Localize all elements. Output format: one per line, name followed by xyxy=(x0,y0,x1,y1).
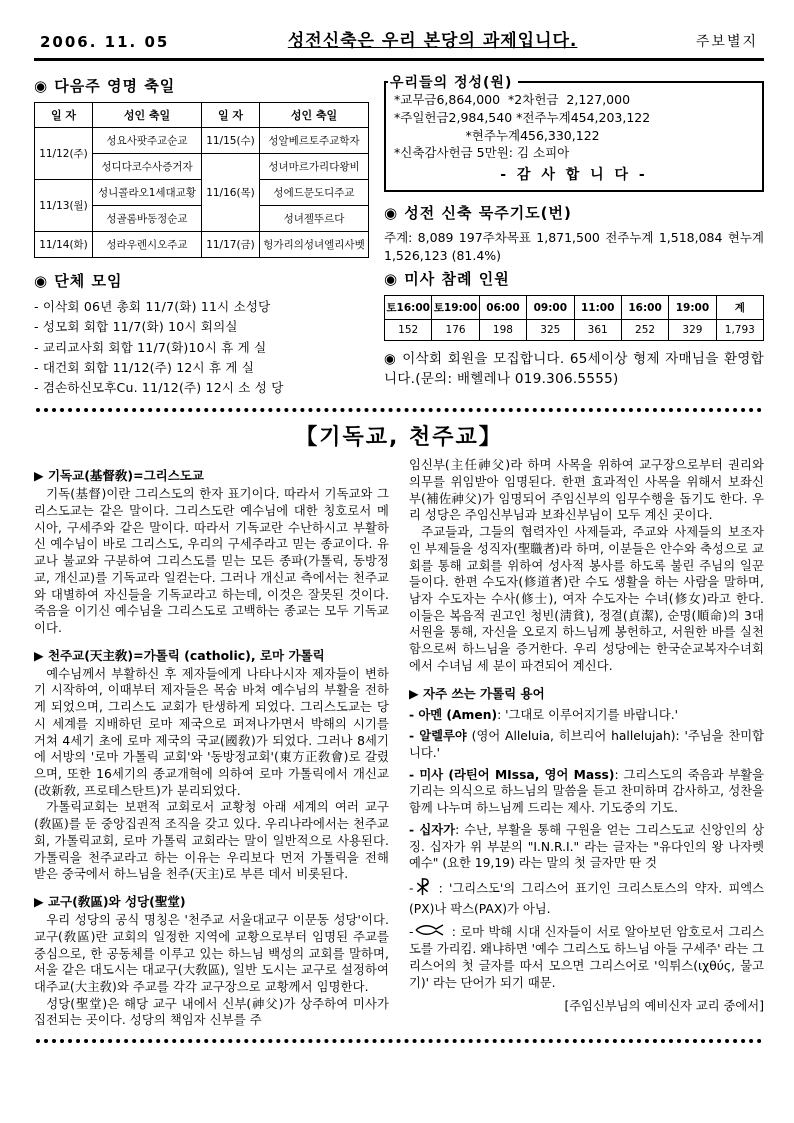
feast-saint-cell: 성요사팟주교순교 xyxy=(93,128,202,154)
term-item xyxy=(409,923,764,992)
mass-col-header: 09:00 xyxy=(527,296,574,320)
terms-heading: ▶ 자주 쓰는 가톨릭 용어 xyxy=(409,685,545,701)
feast-saint-cell: 성녀젤뚜르다 xyxy=(260,206,369,232)
offering-thanks: - 감 사 합 니 다 - xyxy=(500,167,648,183)
article-paragraph: 임신부(主任神父)라 하며 사목을 위하여 교구장으로부터 권리와 의무를 위임받아 임명된다. 한편 효과적인 사목을 위해서 보좌신부(補佐神父)가 임명되어 주임신부의 임무수행을 돕기도 한다. 우리 성당은 주임신부님과 보좌신부님이 모두 계신 곳이다. xyxy=(409,458,764,523)
term-text: : '그리스도'의 그리스어 표기인 크리스토스의 약자. 피엑스(PX)나 팍스(PAX)가 아님. xyxy=(409,881,764,916)
mass-attendance-table xyxy=(384,295,764,341)
term-lead: - 아멘 (Amen) xyxy=(409,707,498,722)
term-item xyxy=(409,877,764,917)
issue-date: 2006. 11. 05 xyxy=(40,33,170,51)
page-title: 성전신축은 우리 본당의 과제입니다. xyxy=(287,31,578,51)
mass-col-header: 19:00 xyxy=(669,296,716,320)
feast-date-cell: 11/16(목) xyxy=(202,154,260,232)
group-meeting-item: - 교리교사회 회합 11/7(화)10시 휴 게 실 xyxy=(34,339,267,355)
mass-count-cell: 176 xyxy=(432,320,479,341)
feast-saint-cell: 성녀마르가리다왕비 xyxy=(260,154,369,180)
article-right-column xyxy=(409,457,764,1029)
feast-saint-cell: 성니콜라오1세대교황 xyxy=(93,180,202,206)
mass-count-cell: 361 xyxy=(574,320,621,341)
term-item xyxy=(409,728,764,761)
mass-col-header: 11:00 xyxy=(574,296,621,320)
dotted-separator-bottom xyxy=(36,1039,762,1043)
mass-header-row xyxy=(385,296,764,320)
group-meeting-item: - 대건회 회합 11/12(주) 12시 휴 게 실 xyxy=(34,359,255,375)
article-paragraph: 기독(基督)이란 그리스도의 한자 표기이다. 따라서 기독교와 그리스도교는 같은 말이다. 그리스도란 예수님에 대한 칭호로서 메시아, 구세주와 같은 말이다. 따라서 기독교란 수난하시고 부활하신 예수님이 바로 그리스도, 우리의 구세주라고 믿는 종교이다. 유교나 불교와 구분하여 그리스도를 믿는 모든 종파(가톨릭, 동방정교, 개신교)를 기독교라 일컫는다. 그러나 개신교 측에서는 천주교와 대별하여 자신들을 기독교라고 하는데, 이것은 잘못된 것이다. 죽음을 이기신 예수님을 그리스도로 고백하는 종교는 모두 기독교이다. xyxy=(34,487,389,635)
mass-count-cell: 152 xyxy=(385,320,432,341)
article-paragraph: 주교들과, 그들의 협력자인 사제들과, 주교와 사제들의 보조자인 부제들을 성직자(聖職者)라 하며, 이분들은 안수와 축성으로 교회를 통해 교회를 위하여 성사적 봉사를 하도록 불린 주님의 일꾼들이다. 한편 수도자(修道者)란 수도 생활을 하는 사람을 말하며, 남자 수도자는 수사(修士), 여자 수도자는 수녀(修女)라고 한다. 이들은 복음적 권고인 청빈(淸貧), 정결(貞潔), 순명(順命)의 3대 서원을 통해, 자신을 오로지 하느님께 봉헌하고, 서원한 바를 실천함으로써 하느님을 증거한다. 우리 성당에는 한국순교복자수녀회에서 수녀님 세 분이 파견되어 계신다. xyxy=(409,525,764,673)
article-paragraph: 예수님께서 부활하신 후 제자들에게 나타나시자 제자들이 변하기 시작하여, 이때부터 제자들은 목숨 바쳐 예수님의 부활을 전하게 되었으며, 그리스도 교회가 탄생하게 되었다. 그리스도교는 당시 세계를 지배하던 로마 제국으로 퍼져나가면서 박해의 시기를 거쳐 4세기 초에 로마 제국의 국교(國敎)가 되었다. 그러나 8세기에 서방의 '로마 가톨릭 교회'와 '동방정교회'(東方正敎會)로 갈렸으며, 또한 16세기의 종교개혁에 의하여 로마 가톨릭에서 개신교(改新敎, 프로테스탄트)가 분리되었다. xyxy=(34,666,389,798)
feast-date-cell: 11/12(주) xyxy=(35,128,93,180)
article-section-heading: ▶ 기독교(基督敎)=그리스도교 xyxy=(34,468,204,484)
feast-col-header: 성인 축일 xyxy=(260,103,369,128)
fish-icon xyxy=(415,923,445,942)
mass-count-cell: 1,793 xyxy=(716,320,763,341)
article-title: 【기독교, 천주교】 xyxy=(295,425,503,451)
feast-day-table xyxy=(34,102,369,258)
offering-line: *주일헌금2,984,540 *전주누계454,203,122 xyxy=(394,109,651,125)
article-paragraph: 성당(聖堂)은 해당 교구 내에서 신부(神父)가 상주하여 미사가 집전되는 곳이다. 성당의 책임자 신부를 주 xyxy=(34,996,389,1028)
offering-line: *교무금6,864,000 *2차헌금 2,127,000 xyxy=(394,92,631,107)
article-left-column xyxy=(34,457,389,1029)
mass-count-cell: 325 xyxy=(527,320,574,341)
article-body xyxy=(34,457,764,1029)
feast-col-header: 일 자 xyxy=(35,103,93,128)
mass-col-header: 토16:00 xyxy=(385,296,432,320)
term-lead: - xyxy=(409,881,414,896)
feast-date-cell: 11/15(수) xyxy=(202,128,260,154)
term-item xyxy=(409,707,764,724)
mass-count-cell: 329 xyxy=(669,320,716,341)
page-header xyxy=(34,16,764,61)
mass-col-header: 계 xyxy=(716,296,763,320)
term-item xyxy=(409,822,764,872)
term-lead: - 미사 (라틴어 MIssa, 영어 Mass) xyxy=(409,767,615,782)
group-meeting-item: - 겸손하신모후Cu. 11/12(주) 12시 소 성 당 xyxy=(34,380,284,395)
dotted-separator-top xyxy=(36,408,762,412)
feast-header-row xyxy=(35,103,369,128)
term-lead: - xyxy=(409,924,414,939)
offering-line: *신축감사헌금 5만원: 김 소피아 xyxy=(394,145,570,161)
group-meeting-item: - 성모회 회합 11/7(화) 10시 회의실 xyxy=(34,319,238,335)
rosary-body: 주계: 8,089 197주차목표 1,871,500 전주누계 1,518,084 현누계 1,526,123 (81.4%) xyxy=(384,230,764,263)
article-attribution: [주임신부님의 예비신자 교리 중에서] xyxy=(564,999,764,1014)
article-paragraph: 우리 성당의 공식 명칭은 '천주교 서울대교구 이문동 성당'이다. 교구(敎區)란 교회의 일정한 지역에 교황으로부터 임명된 주교를 중심으로, 한 공동체를 이루고 있는 하느님 백성의 교회를 말하며, 서울 같은 대도시는 대교구(大敎區), 일반 도시는 교구로 설정하여 대주교(大主敎)와 주교를 각각 교구장으로 교황께서 임명한다. xyxy=(34,913,389,994)
feast-saint-cell: 성알베르토주교학자 xyxy=(260,128,369,154)
mass-values-row xyxy=(385,320,764,341)
term-text: : '그대로 이루어지기를 바랍니다.' xyxy=(497,707,679,722)
rosary-heading: ◉ 성전 신축 묵주기도(번) xyxy=(384,204,572,222)
term-text: : 수난, 부활을 통해 구원을 얻는 그리스도교 신앙인의 상징. 십자가 위 부분의 "I.N.R.I." 라는 글자는 "유다인의 왕 나자렛 예수" (요한 19,19) 라는 말의 첫 글자만 딴 것 xyxy=(409,822,764,871)
feast-col-header: 일 자 xyxy=(202,103,260,128)
term-lead: - 알렐루야 xyxy=(409,729,467,744)
mass-heading: ◉ 미사 참례 인원 xyxy=(384,270,510,288)
feast-col-header: 성인 축일 xyxy=(93,103,202,128)
article-section-heading: ▶ 교구(敎區)와 성당(聖堂) xyxy=(34,894,186,910)
term-item xyxy=(409,767,764,817)
feast-heading: ◉ 다음주 영명 축일 xyxy=(34,77,176,95)
group-meetings xyxy=(34,270,368,398)
term-lead: - 십자가 xyxy=(409,822,456,837)
bulletin-type-label: 주보별지 xyxy=(695,34,758,50)
offering-legend: 우리들의 정성(원) xyxy=(388,72,518,92)
offering-box xyxy=(384,75,764,192)
group-meeting-item: - 이삭회 06년 총회 11/7(화) 11시 소성당 xyxy=(34,299,271,314)
mass-count-cell: 198 xyxy=(479,320,526,341)
article-paragraph: 가톨릭교회는 보편적 교회로서 교황청 아래 세계의 여러 교구(敎區)를 둔 중앙집권적 조직을 갖고 있다. 우리나라에서는 천주교회, 가톨릭교회, 로마 가톨릭 교회라는 말이 일반적으로 사용된다. 가톨릭을 천주교라고 하는 이유는 우리보다 먼저 가톨릭을 전해 받은 중국에서 하느님을 천주(天主)로 부른 데서 비롯된다. xyxy=(34,800,389,882)
article-section-heading: ▶ 천주교(天主敎)=가톨릭 (catholic), 로마 가톨릭 xyxy=(34,647,325,663)
group-meetings-heading: ◉ 단체 모임 xyxy=(34,272,123,290)
term-text: : 로마 박해 시대 신자들이 서로 알아보던 암호로서 그리스도를 가리킴. 왜냐하면 '예수 그리스도 하느님 아들 구세주' 라는 그리스어의 첫 글자를 따서 모으면 그리스어로 '익튀스(ιχθύς, 물고기)' 라는 단어가 되기 때문. xyxy=(409,924,764,990)
feast-saint-cell: 성라우렌시오주교 xyxy=(93,232,202,258)
feast-saint-cell: 성디다코수사증거자 xyxy=(93,154,202,180)
feast-saint-cell: 헝가리의성녀엘리사벳 xyxy=(260,232,369,258)
feast-saint-cell: 성골롬바동정순교 xyxy=(93,206,202,232)
term-text: : 그리스도의 죽음과 부활을 기리는 의식으로 하느님의 말씀을 듣고 찬미하며 감사하고, 성찬을 함께 나누며 하느님께 드리는 제사. 기도중의 기도. xyxy=(409,767,764,816)
recruitment-notice: ◉ 이삭회 회원을 모집합니다. 65세이상 형제 자매님을 환영합니다.(문의: 배헬레나 019.306.5555) xyxy=(384,351,764,388)
top-section xyxy=(34,73,764,398)
mass-col-header: 06:00 xyxy=(479,296,526,320)
mass-col-header: 16:00 xyxy=(621,296,668,320)
chi-rho-icon xyxy=(415,877,430,901)
top-left-column xyxy=(34,73,368,398)
mass-col-header: 토19:00 xyxy=(432,296,479,320)
term-text: (영어 Alleluia, 히브리어 hallelujah): '주님을 찬미합니다.' xyxy=(409,729,765,761)
feast-date-cell: 11/13(월) xyxy=(35,180,93,232)
feast-row xyxy=(35,128,369,154)
feast-date-cell: 11/17(금) xyxy=(202,232,260,258)
top-right-column xyxy=(384,73,764,398)
feast-date-cell: 11/14(화) xyxy=(35,232,93,258)
feast-row xyxy=(35,232,369,258)
offering-line: *현주누계456,330,122 xyxy=(394,127,600,143)
feast-saint-cell: 성에드문도디주교 xyxy=(260,180,369,206)
mass-count-cell: 252 xyxy=(621,320,668,341)
